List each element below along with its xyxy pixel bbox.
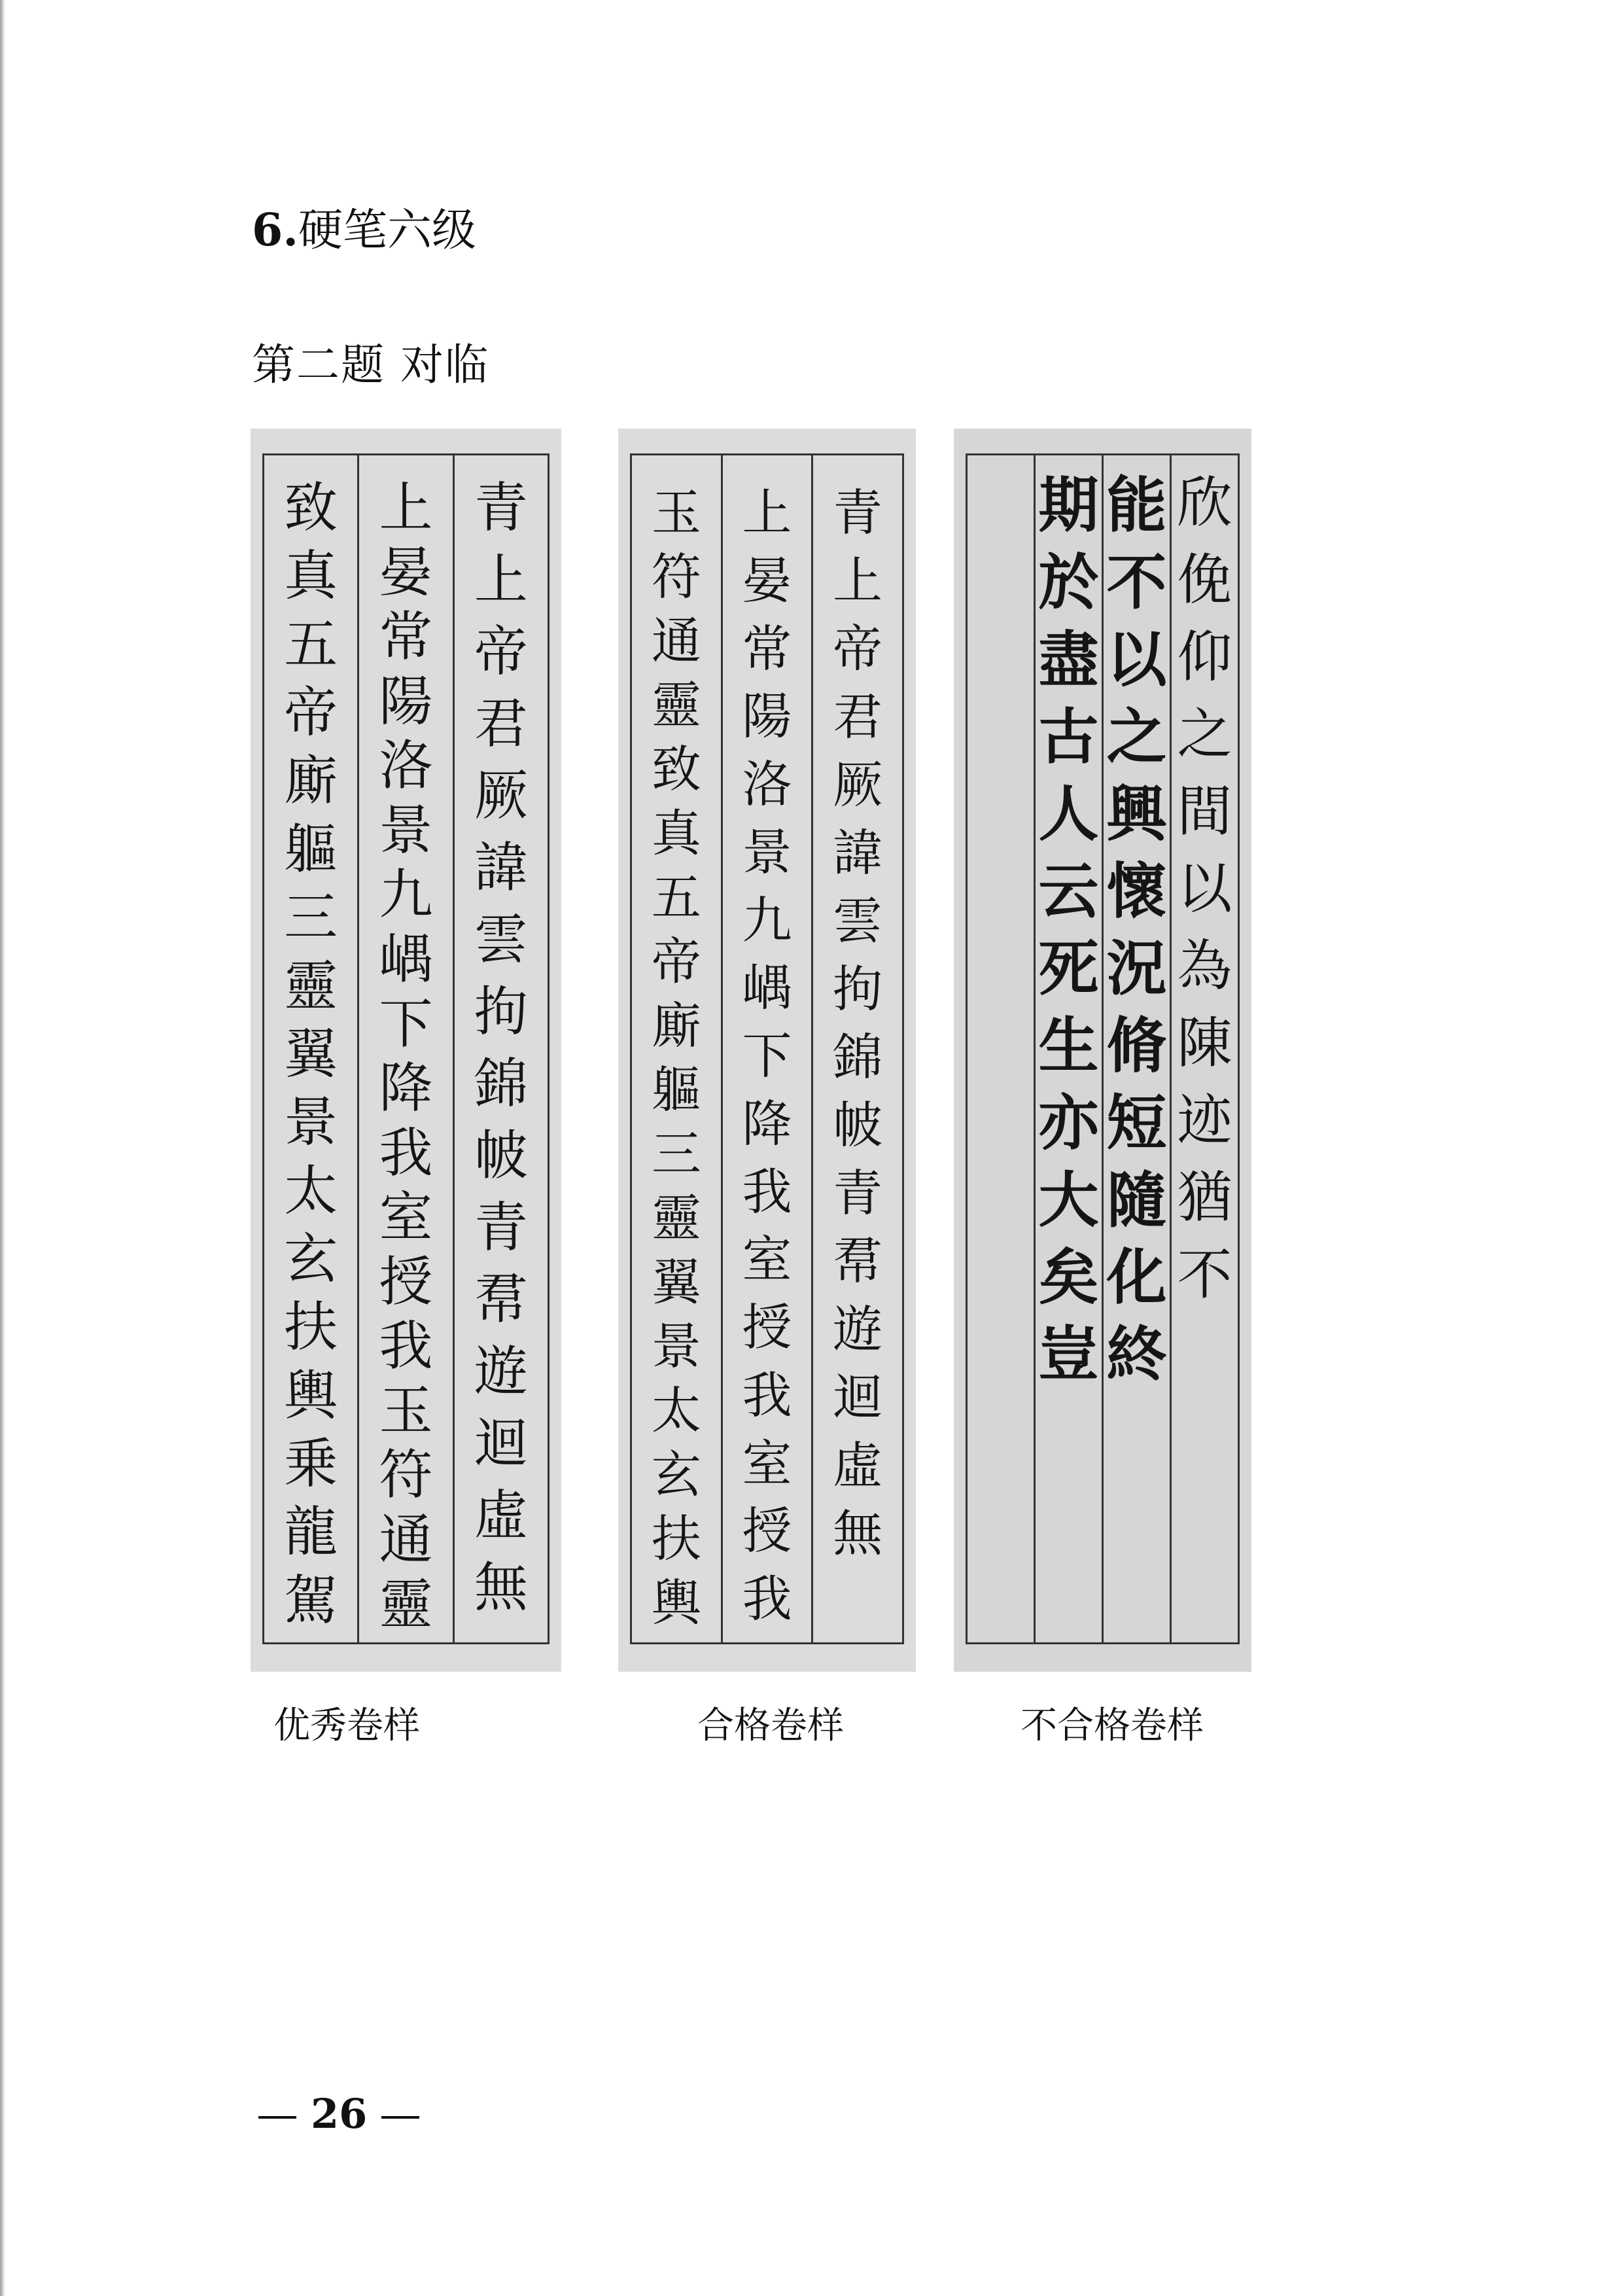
character: 帔 xyxy=(474,1125,528,1187)
character: 懷 xyxy=(1106,856,1167,927)
passing-sample xyxy=(618,429,916,1672)
character: 上 xyxy=(742,484,792,542)
section-title: 硬笔六级 xyxy=(298,205,477,256)
character: 嵎 xyxy=(742,959,792,1017)
excellent-sample xyxy=(251,429,561,1672)
character: 厥 xyxy=(833,756,883,814)
character: 致 xyxy=(651,740,701,798)
character: 下 xyxy=(742,1027,792,1086)
character: 人 xyxy=(1038,779,1099,849)
character: 我 xyxy=(379,1122,433,1184)
dash-left xyxy=(258,2116,296,2119)
character: 玉 xyxy=(651,484,701,542)
character: 豈 xyxy=(1038,1319,1099,1390)
character: 軀 xyxy=(284,818,338,881)
character: 上 xyxy=(379,477,433,539)
text-column xyxy=(968,455,1034,1642)
character: 靈 xyxy=(651,676,701,734)
character: 厥 xyxy=(474,765,528,827)
sample-frame xyxy=(630,453,904,1644)
failing-sample xyxy=(954,429,1251,1672)
character: 拘 xyxy=(833,960,883,1018)
character: 晏 xyxy=(379,541,433,604)
character: 諱 xyxy=(474,837,528,899)
character: 帝 xyxy=(833,620,883,678)
character: 青 xyxy=(833,484,883,542)
character: 以 xyxy=(1106,624,1167,695)
character: 靈 xyxy=(284,955,338,1017)
character: 致 xyxy=(284,477,338,539)
character: 常 xyxy=(742,619,792,678)
character: 三 xyxy=(284,887,338,949)
character: 降 xyxy=(379,1057,433,1120)
character: 君 xyxy=(474,693,528,755)
character: 玄 xyxy=(284,1227,338,1290)
section-heading xyxy=(252,204,477,256)
character: 陳 xyxy=(1177,1011,1232,1075)
character: 真 xyxy=(651,804,701,862)
character: 錦 xyxy=(474,1053,528,1115)
character: 真 xyxy=(284,545,338,608)
sample-frame xyxy=(262,453,550,1644)
character: 景 xyxy=(651,1317,701,1375)
character: 間 xyxy=(1177,779,1232,843)
character: 授 xyxy=(379,1250,433,1313)
character: 君 xyxy=(833,688,883,746)
character: 俛 xyxy=(1177,548,1232,612)
question-heading xyxy=(252,340,489,390)
character: 死 xyxy=(1038,933,1099,1004)
character: 扶 xyxy=(284,1296,338,1359)
text-column xyxy=(357,455,452,1642)
character: 青 xyxy=(474,1197,528,1259)
character: 九 xyxy=(379,864,433,927)
text-column xyxy=(453,455,548,1642)
page-number-value: 26 xyxy=(311,2090,368,2138)
character: 云 xyxy=(1038,856,1099,927)
character: 我 xyxy=(742,1570,792,1629)
character: 無 xyxy=(833,1504,883,1563)
character: 雲 xyxy=(833,892,883,950)
character: 三 xyxy=(651,1125,701,1183)
character: 虛 xyxy=(474,1485,528,1547)
character: 我 xyxy=(742,1162,792,1221)
character: 脩 xyxy=(1106,1010,1167,1081)
character: 玄 xyxy=(651,1445,701,1504)
text-column xyxy=(632,455,721,1642)
character: 通 xyxy=(651,612,701,670)
sample-frame xyxy=(966,453,1240,1644)
character: 之 xyxy=(1106,701,1167,772)
character: 廝 xyxy=(651,997,701,1055)
character: 龍 xyxy=(284,1501,338,1564)
character: 洛 xyxy=(379,735,433,798)
character: 大 xyxy=(1038,1165,1099,1235)
character: 五 xyxy=(284,613,338,676)
caption-excellent: 优秀卷样 xyxy=(273,1704,420,1747)
character: 下 xyxy=(379,993,433,1055)
character: 不 xyxy=(1106,547,1167,618)
character: 嵎 xyxy=(379,928,433,991)
character: 軀 xyxy=(651,1061,701,1119)
character: 駕 xyxy=(284,1569,338,1632)
character: 太 xyxy=(284,1159,338,1222)
character: 帬 xyxy=(833,1232,883,1290)
character: 授 xyxy=(742,1502,792,1561)
character: 帝 xyxy=(651,932,701,991)
dash-right xyxy=(381,2116,419,2119)
character: 扶 xyxy=(651,1510,701,1568)
page-edge xyxy=(0,0,5,2296)
character: 翼 xyxy=(651,1253,701,1311)
character: 無 xyxy=(474,1557,528,1619)
character: 亦 xyxy=(1038,1087,1099,1158)
character: 能 xyxy=(1106,470,1167,540)
character: 室 xyxy=(742,1434,792,1492)
character: 授 xyxy=(742,1298,792,1357)
character: 欣 xyxy=(1177,470,1232,535)
character: 靈 xyxy=(379,1573,433,1636)
character: 不 xyxy=(1177,1243,1232,1307)
character: 乗 xyxy=(284,1433,338,1496)
character: 猶 xyxy=(1177,1165,1232,1229)
character: 期 xyxy=(1038,470,1099,540)
character: 九 xyxy=(742,891,792,949)
question-type: 对临 xyxy=(400,340,489,390)
character: 我 xyxy=(379,1315,433,1378)
character: 洛 xyxy=(742,755,792,814)
character: 符 xyxy=(651,548,701,606)
character: 以 xyxy=(1177,857,1232,921)
caption-passing: 合格卷样 xyxy=(697,1704,844,1747)
character: 我 xyxy=(742,1366,792,1424)
character: 諱 xyxy=(833,824,883,882)
text-column xyxy=(1102,455,1170,1642)
text-column xyxy=(1034,455,1102,1642)
character: 輿 xyxy=(651,1574,701,1632)
character: 化 xyxy=(1106,1242,1167,1313)
text-column xyxy=(264,455,357,1642)
character: 常 xyxy=(379,606,433,669)
character: 短 xyxy=(1106,1087,1167,1158)
character: 古 xyxy=(1038,701,1099,772)
character: 太 xyxy=(651,1381,701,1439)
character: 帝 xyxy=(284,682,338,745)
character: 青 xyxy=(833,1164,883,1222)
text-column xyxy=(721,455,812,1642)
character: 帝 xyxy=(474,621,528,683)
character: 翼 xyxy=(284,1023,338,1086)
character: 矣 xyxy=(1038,1242,1099,1313)
character: 降 xyxy=(742,1094,792,1153)
character: 帬 xyxy=(474,1269,528,1331)
character: 為 xyxy=(1177,934,1232,998)
question-label: 第二题 xyxy=(252,340,385,390)
character: 虛 xyxy=(833,1436,883,1494)
character: 陽 xyxy=(742,687,792,746)
character: 景 xyxy=(284,1091,338,1154)
character: 於 xyxy=(1038,547,1099,618)
character: 興 xyxy=(1106,779,1167,849)
character: 迴 xyxy=(833,1368,883,1426)
character: 上 xyxy=(474,549,528,611)
character: 景 xyxy=(742,822,792,881)
character: 通 xyxy=(379,1509,433,1571)
character: 況 xyxy=(1106,933,1167,1004)
character: 迴 xyxy=(474,1413,528,1475)
character: 晏 xyxy=(742,551,792,610)
character: 遊 xyxy=(474,1341,528,1403)
character: 陽 xyxy=(379,670,433,733)
character: 雲 xyxy=(474,909,528,971)
character: 迹 xyxy=(1177,1088,1232,1152)
character: 仰 xyxy=(1177,625,1232,689)
character: 輿 xyxy=(284,1364,338,1427)
character: 錦 xyxy=(833,1028,883,1086)
character: 玉 xyxy=(379,1379,433,1442)
character: 之 xyxy=(1177,702,1232,766)
character: 五 xyxy=(651,868,701,927)
character: 上 xyxy=(833,552,883,610)
character: 廝 xyxy=(284,750,338,813)
character: 生 xyxy=(1038,1010,1099,1081)
character: 盡 xyxy=(1038,624,1099,695)
character: 隨 xyxy=(1106,1165,1167,1235)
text-column xyxy=(811,455,902,1642)
character: 拘 xyxy=(474,981,528,1043)
text-column xyxy=(1170,455,1238,1642)
character: 靈 xyxy=(651,1189,701,1247)
character: 遊 xyxy=(833,1300,883,1358)
character: 符 xyxy=(379,1444,433,1507)
character: 帔 xyxy=(833,1096,883,1154)
character: 室 xyxy=(742,1230,792,1289)
character: 青 xyxy=(474,477,528,539)
character: 室 xyxy=(379,1186,433,1249)
character: 終 xyxy=(1106,1319,1167,1390)
caption-failing: 不合格卷样 xyxy=(1021,1704,1204,1747)
character: 景 xyxy=(379,799,433,862)
page-number xyxy=(244,2090,434,2138)
section-number: 6. xyxy=(252,204,298,256)
